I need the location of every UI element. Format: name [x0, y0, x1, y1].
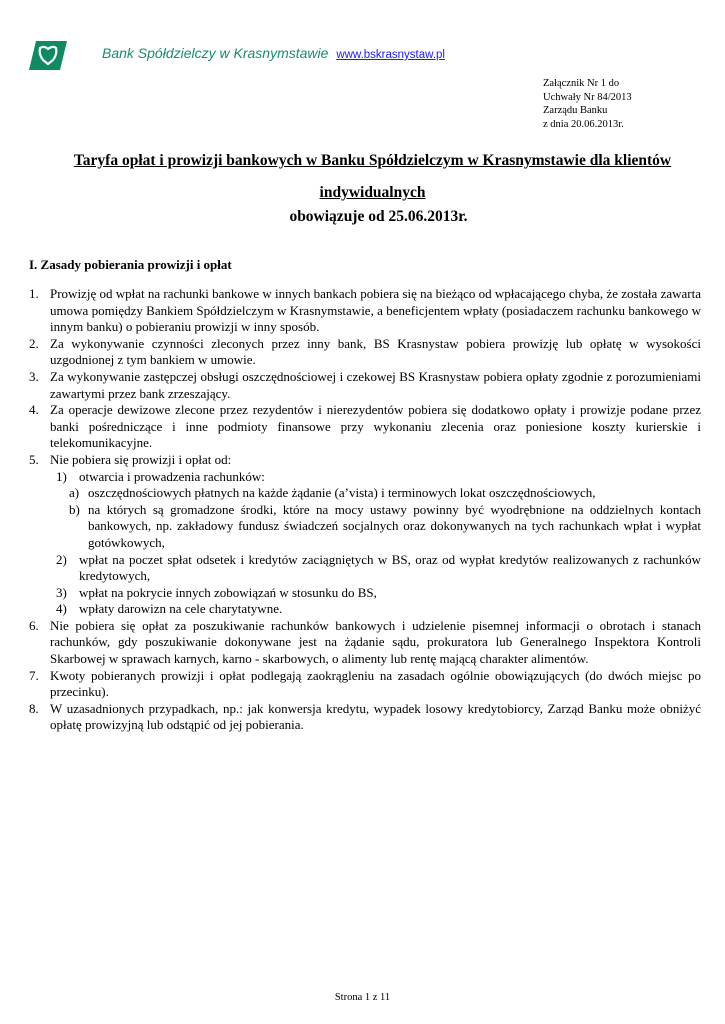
- document-title-cont: [10, 184, 725, 202]
- item-text: Nie pobiera się prowizji i opłat od:: [50, 451, 232, 467]
- item-number: 8.: [29, 700, 39, 716]
- list-item: [29, 286, 701, 336]
- attachment-note: [543, 77, 632, 131]
- sub-item-number: 3): [56, 584, 67, 600]
- item-text: Za wykonywanie zastępczej obsługi oszczędnościowej i czekowej BS Krasnystaw pobiera opłaty zgodnie z porozumieniami zawartymi przez bank zrzeszający.: [50, 368, 701, 401]
- item-number: 7.: [29, 667, 39, 683]
- list-item: [29, 336, 701, 369]
- document-title-line1: Taryfa opłat i prowizji bankowych w Banku Spółdzielczym w Krasnymstawie dla klientów: [73, 152, 672, 169]
- sub-item-number: 2): [56, 551, 67, 567]
- item-number: 4.: [29, 402, 39, 418]
- sub-item-number: 1): [56, 468, 67, 484]
- sub-item-text: wpłaty darowizn na cele charytatywne.: [79, 601, 283, 617]
- rules-list: [29, 286, 701, 734]
- item-text: Za operacje dewizowe zlecone przez rezydentów i nierezydentów pobiera się dodatkowo opłaty i prowizje podane przez banki pośredniczące i inne podmioty finansowe przy wykonaniu zlecenia oraz poniesione koszty kurierskie i telekomunikacyjne.: [50, 402, 701, 451]
- sub-sub-item: [29, 502, 701, 552]
- list-item: [29, 369, 701, 402]
- attachment-line: z dnia 20.06.2013r.: [543, 118, 624, 130]
- list-item: [29, 668, 701, 701]
- list-item: [29, 701, 701, 734]
- item-text: Kwoty pobieranych prowizji i opłat podlegają zaokrągleniu na zasadach ogólnie obowiązujących (do dwóch miejsc po przecinku).: [50, 667, 701, 700]
- list-item: [29, 402, 701, 452]
- page-number: Strona 1 z 11: [334, 992, 391, 1003]
- sub-item-text: otwarcia i prowadzenia rachunków:: [79, 468, 265, 484]
- sub-sub-item-letter: a): [69, 485, 80, 501]
- bank-name: Bank Spółdzielczy w Krasnymstawie: [102, 45, 329, 61]
- attachment-line: Uchwały Nr 84/2013: [543, 91, 632, 103]
- document-title-line2: indywidualnych: [319, 184, 426, 201]
- document-title: [10, 152, 725, 170]
- list-item: [29, 618, 701, 668]
- bank-logo-icon: [29, 41, 67, 70]
- item-number: 6.: [29, 617, 39, 633]
- website-link[interactable]: www.bskrasnystaw.pl: [336, 49, 445, 61]
- sub-item: [29, 601, 701, 618]
- list-item: [29, 452, 701, 618]
- item-number: 3.: [29, 368, 39, 384]
- sub-sub-item-letter: b): [69, 501, 80, 517]
- item-number: 1.: [29, 286, 39, 301]
- sub-item-number: 4): [56, 601, 67, 617]
- sub-sub-item-text: na których są gromadzone środki, które na mocy ustawy powinny być wyodrębnione na oddzielnych kontach bankowych, np. zakładowy fundusz świadczeń socjalnych oraz dokonywanych na tych rachunkach wpłat i wypłat gotówkowych,: [88, 501, 701, 550]
- bank-name-header: [102, 45, 445, 61]
- item-text: Prowizję od wpłat na rachunki bankowe w innych bankach pobiera się na bieżąco od wpłacającego chyba, że została zawarta umowa pomiędzy Bankiem Spółdzielczym w Krasnymstawie, a beneficjentem wpłaty (posiadaczem rachunku bankowego w innym banku) o pobieraniu prowizji w inny sposób.: [50, 286, 701, 335]
- item-text: W uzasadnionych przypadkach, np.: jak konwersja kredytu, wypadek losowy kredytobiorcy, Zarząd Banku może obniżyć opłatę prowizyjną lub odstąpić od jej pobierania.: [50, 700, 701, 733]
- section-heading: I. Zasady pobierania prowizji i opłat: [29, 257, 232, 272]
- sub-item: [29, 469, 701, 486]
- effective-date: obowiązuje od 25.06.2013r.: [289, 208, 468, 225]
- sub-item-text: wpłat na pokrycie innych zobowiązań w stosunku do BS,: [79, 584, 377, 600]
- sub-sub-item: [29, 485, 701, 502]
- attachment-line: Zarządu Banku: [543, 105, 608, 116]
- item-number: 5.: [29, 451, 39, 467]
- attachment-line: Załącznik Nr 1 do: [543, 78, 620, 89]
- sub-item: [29, 552, 701, 585]
- sub-item: [29, 585, 701, 602]
- item-text: Nie pobiera się opłat za poszukiwanie rachunków bankowych i udzielenie pisemnej informacji o obrotach i stanach rachunków, gdy poszukiwanie dokonywane jest na żądanie sądu, prokuratora lub Generalnego Inspektora Kontroli Skarbowej w sprawach karnych, karno - skarbowych, o alimenty lub rentę mającą charakter alimentów.: [50, 617, 701, 667]
- item-number: 2.: [29, 335, 39, 351]
- sub-item-text: wpłat na poczet spłat odsetek i kredytów zaciągniętych w BS, oraz od wypłat kredytów realizowanych z rachunków kredytowych,: [79, 551, 701, 584]
- item-text: Za wykonywanie czynności zleconych przez inny bank, BS Krasnystaw pobiera prowizję lub opłatę w wysokości uzgodnionej z tym bankiem w umowie.: [50, 335, 701, 368]
- sub-sub-item-text: oszczędnościowych płatnych na każde żądanie (a’vista) i terminowych lokat oszczędnościowych,: [88, 485, 596, 501]
